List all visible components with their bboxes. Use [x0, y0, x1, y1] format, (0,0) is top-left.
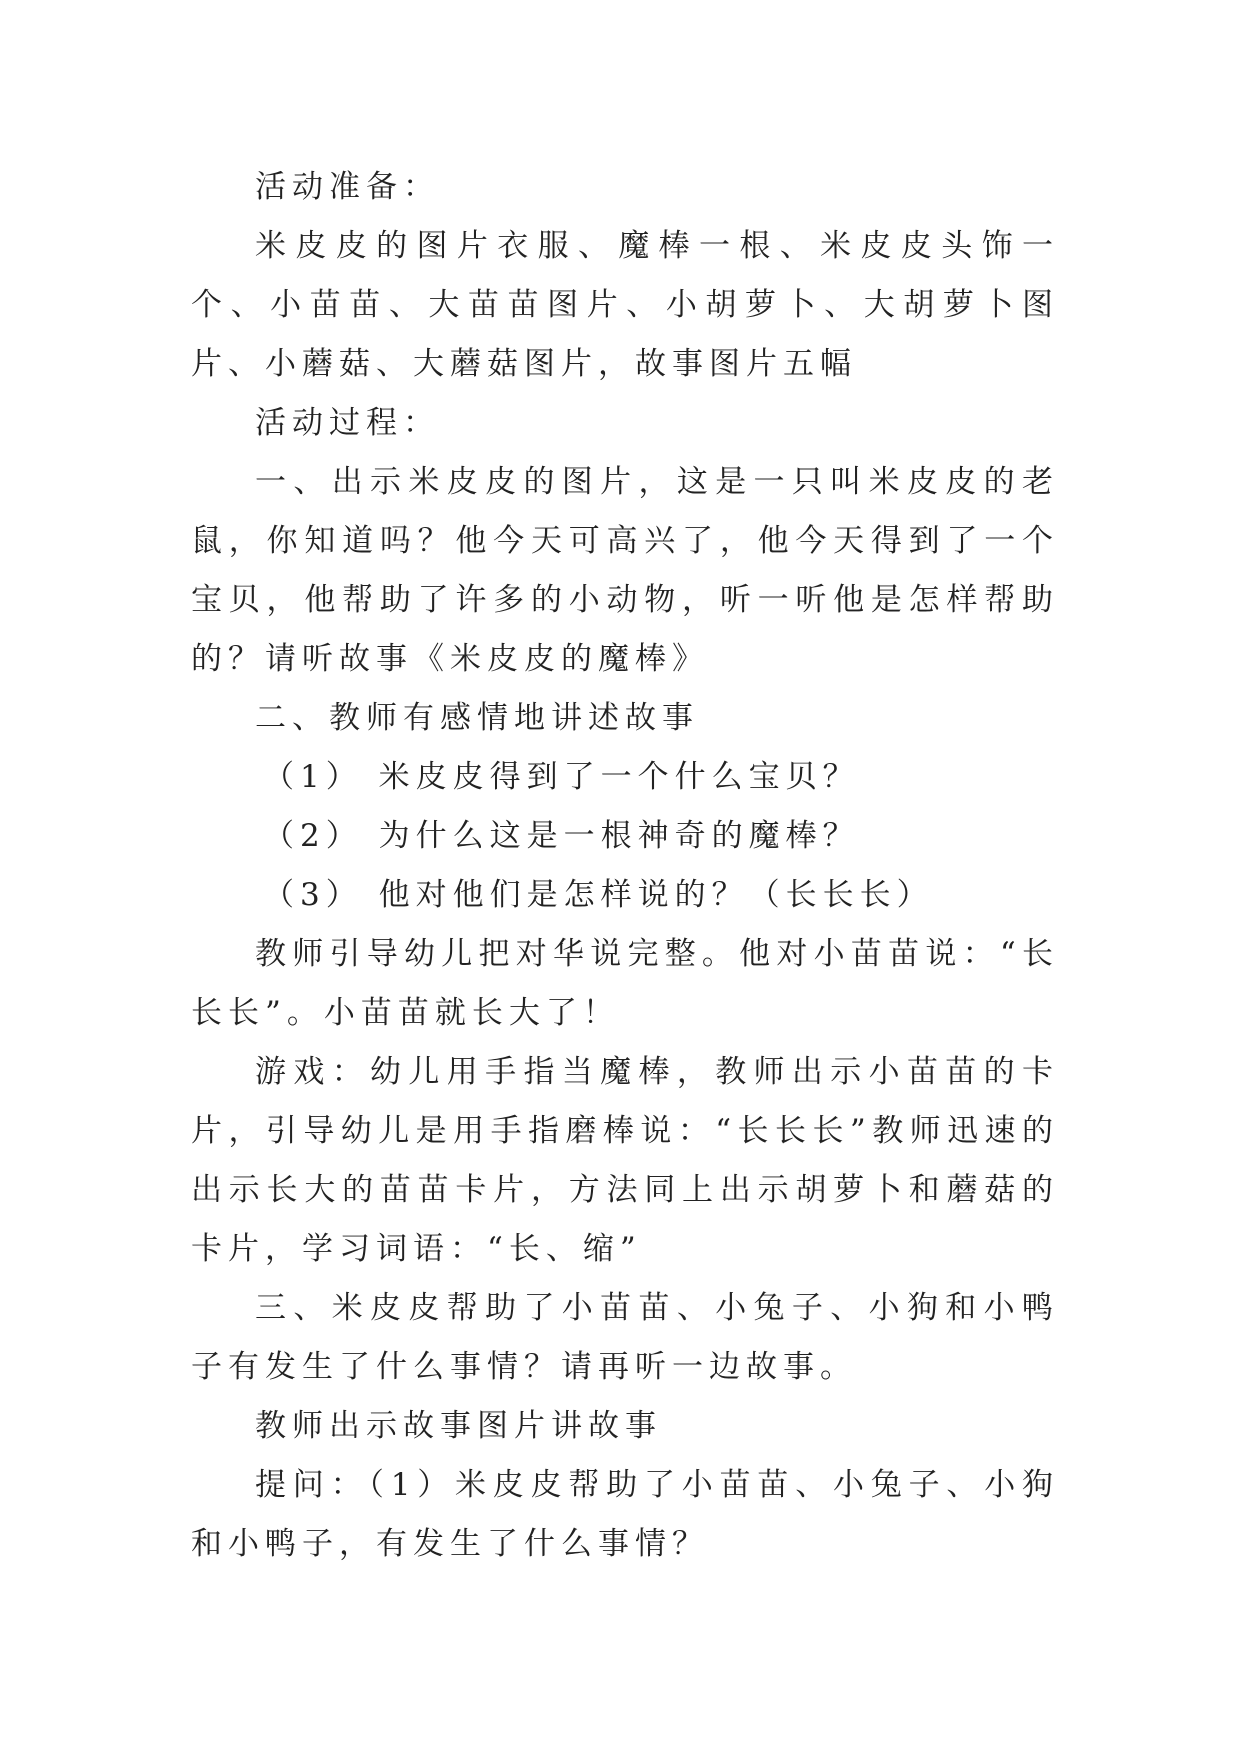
paragraph-game: 游戏：幼儿用手指当魔棒，教师出示小苗苗的卡片，引导幼儿是用手指磨棒说：“长长长”教师迅速的出示长大的苗苗卡片，方法同上出示胡萝卜和蘑菇的卡片，学习词语：“长、缩”	[191, 1054, 1059, 1267]
paragraph-materials: 米皮皮的图片衣服、魔棒一根、米皮皮头饰一个、小苗苗、大苗苗图片、小胡萝卜、大胡萝卜图片、小蘑菇、大蘑菇图片，故事图片五幅	[191, 228, 1059, 382]
question-item-3: （3） 他对他们是怎样说的？（长长长）	[263, 877, 934, 913]
paragraph-step-three: 三、米皮皮帮助了小苗苗、小兔子、小狗和小鸭子有发生了什么事情？请再听一边故事。	[191, 1290, 1059, 1385]
paragraph-step-one: 一、出示米皮皮的图片，这是一只叫米皮皮的老鼠，你知道吗？他今天可高兴了，他今天得到了一个宝贝，他帮助了许多的小动物，听一听他是怎样帮助的？请听故事《米皮皮的魔棒》	[191, 464, 1059, 677]
paragraph-questions: 提问：（1）米皮皮帮助了小苗苗、小兔子、小狗和小鸭子，有发生了什么事情？	[191, 1467, 1059, 1562]
paragraph-story-pictures: 教师出示故事图片讲故事	[255, 1408, 662, 1444]
paragraph-step-two: 二、教师有感情地讲述故事	[255, 700, 699, 736]
document-body	[191, 158, 1059, 1574]
question-item-2: （2） 为什么这是一根神奇的魔棒？	[263, 818, 860, 854]
paragraph-teacher-guide: 教师引导幼儿把对华说完整。他对小苗苗说：“长长长”。小苗苗就长大了！	[191, 936, 1059, 1031]
heading-activity-preparation: 活动准备：	[255, 169, 440, 205]
heading-activity-process: 活动过程：	[255, 405, 440, 441]
question-item-1: （1） 米皮皮得到了一个什么宝贝？	[263, 759, 860, 795]
